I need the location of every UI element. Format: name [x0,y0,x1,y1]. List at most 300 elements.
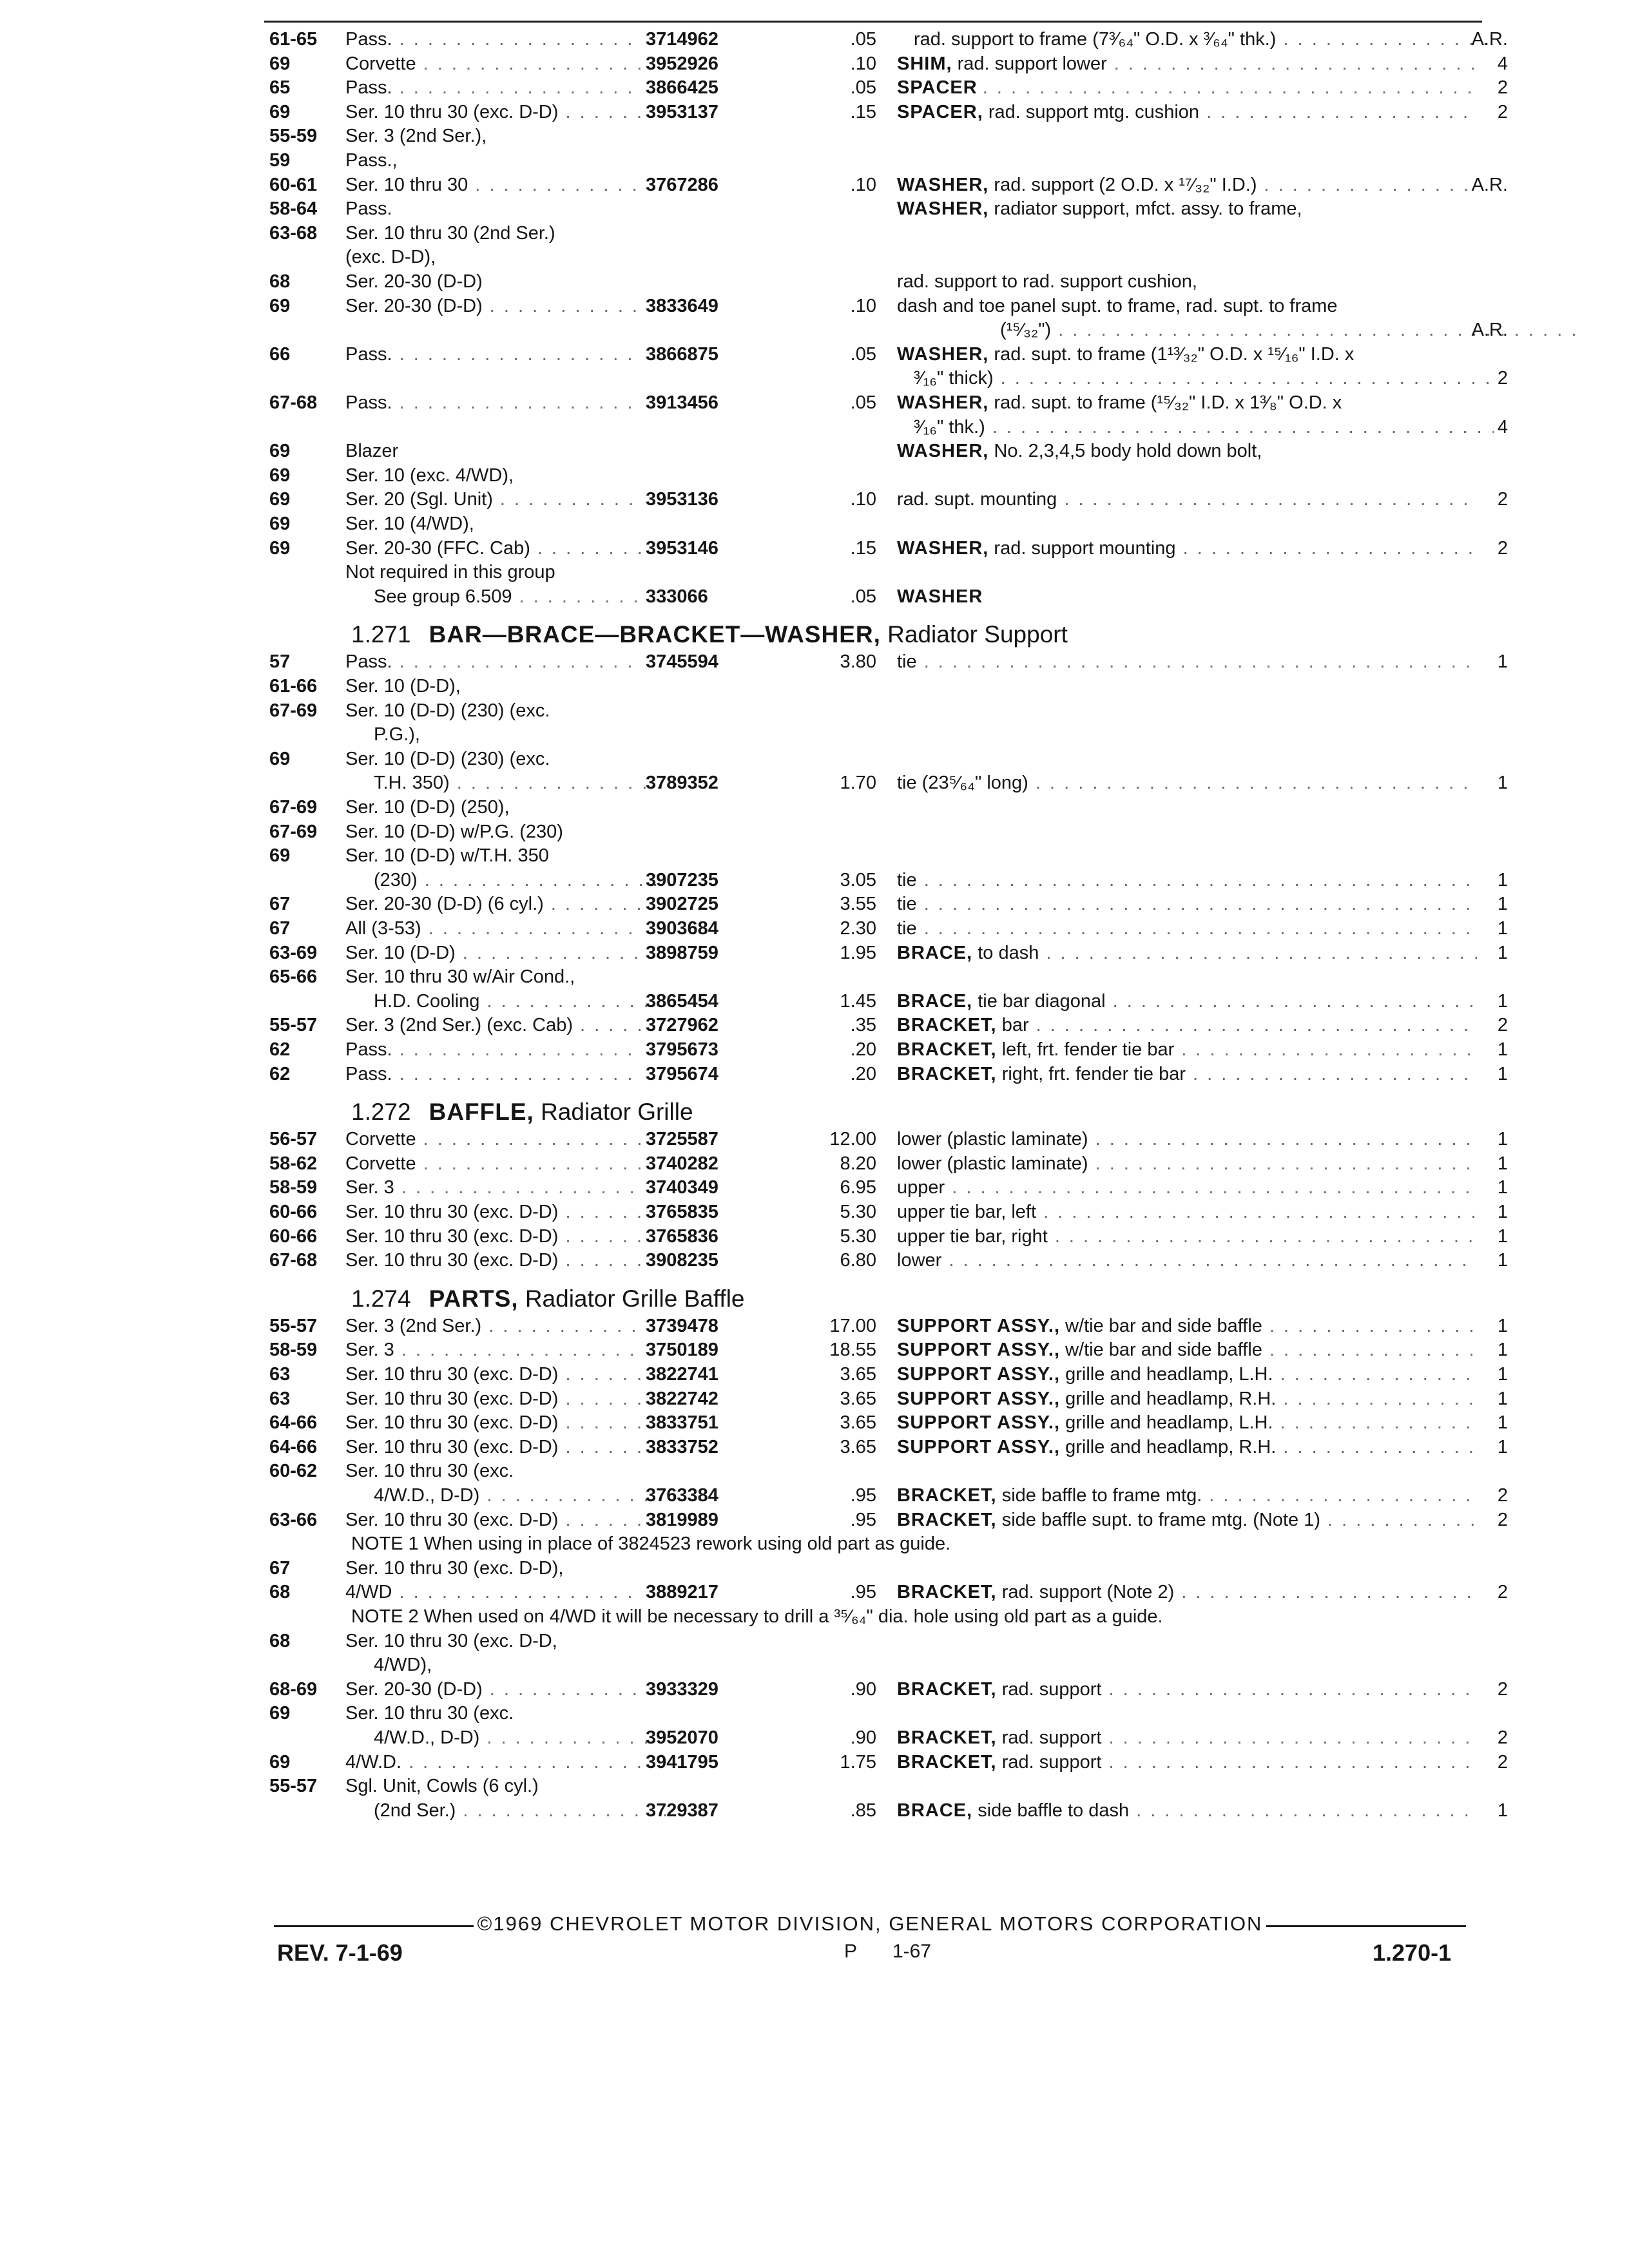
part-row [0,795,1547,820]
price: .05 [850,29,876,50]
application: Ser. 10 (D-D) (230) (exc. [345,700,550,721]
part-number: 3866425 [646,77,718,99]
description-text: rad. support (Note 2) [1001,1582,1175,1603]
part-row [0,1725,1547,1750]
part-number: 3833649 [646,295,718,316]
part-row [0,1062,1547,1086]
application: Sgl. Unit, Cowls (6 cyl.) [345,1776,539,1797]
part-name-keyword: BRACKET, [897,1582,997,1603]
description-text: tie bar diagonal [978,990,1106,1012]
description [897,1175,1477,1200]
model-years: 69 [269,1703,291,1724]
model-years: 69 [269,845,291,867]
part-row [0,439,1547,463]
application: Ser. 10 thru 30 (exc. D-D) . . . [345,1410,642,1435]
part-number: 3767286 [646,174,718,195]
application: Ser. 10 thru 30 (exc. D-D) . . . [345,1387,642,1411]
part-number: 3953136 [646,489,718,510]
quantity: 2 [1497,77,1508,99]
section-heading [351,1284,745,1314]
part-row [0,674,1547,698]
description [897,342,1477,367]
part-name-keyword: BRACKET, [897,1727,997,1748]
description-text: rad. support (2 O.D. x ¹⁷⁄₃₂" I.D.) [994,174,1257,195]
part-name-keyword: BRACKET, [897,1485,997,1506]
model-years: 68 [269,271,291,292]
description [897,1580,1477,1604]
part-number: 333066 [646,586,708,607]
model-years: 69 [269,489,291,510]
description-text: rad. support [1001,1678,1102,1700]
part-name-keyword: WASHER, [897,198,989,220]
application: Ser. 3 . . . [345,1175,642,1200]
description [897,649,1477,674]
description [897,536,1477,561]
application: Ser. 10 thru 30 (2nd Ser.) [345,222,555,244]
quantity: 2 [1497,1509,1508,1530]
part-row [0,1435,1547,1459]
quantity: 1 [1497,869,1508,890]
model-years: 61-66 [269,676,318,697]
quantity: 1 [1497,1340,1508,1361]
part-number: 3833752 [646,1436,718,1457]
model-years: 58-64 [269,198,318,220]
quantity: 1 [1497,1202,1508,1222]
model-years: 60-61 [269,174,318,195]
application: Pass. [345,198,392,220]
description [897,892,1477,916]
description [897,1387,1477,1411]
price: 3.80 [840,651,876,673]
application: P.G.), [374,724,420,745]
description-text: ³⁄₁₆" thk.) [914,416,985,437]
model-years: 58-59 [269,1177,318,1198]
price: .20 [850,1039,876,1060]
application: H.D. Cooling . . . [345,989,670,1014]
part-number: 3898759 [646,942,718,963]
description [897,584,1477,609]
description [897,100,1477,124]
part-name-keyword: SUPPORT ASSY., [897,1315,1061,1336]
price: .85 [850,1800,876,1821]
description [897,1798,1477,1823]
model-years: 61-65 [269,29,318,50]
quantity: 2 [1497,489,1508,510]
model-years: 67-68 [269,392,318,413]
part-name-keyword: BRACKET, [897,1751,997,1773]
price: .15 [850,101,876,122]
section-heading [351,620,1068,649]
part-number: 3765836 [646,1225,718,1247]
quantity: 1 [1497,1063,1508,1084]
model-years: 55-57 [269,1015,318,1036]
price: 3.65 [840,1364,876,1385]
description [897,771,1477,795]
price: .95 [850,1509,876,1530]
application: Ser. 20-30 (D-D) . . . [345,294,642,318]
description-text: lower [897,1250,942,1271]
part-number: 3866875 [646,343,718,365]
model-years: 69 [269,514,291,534]
description [897,1435,1477,1459]
part-number: 3745594 [646,651,718,673]
model-years: 69 [269,53,291,74]
section-title: BAR—BRACE—BRACKET—WASHER, [429,621,881,648]
part-note: NOTE 2 When used on 4/WD it will be necessary to drill a ³⁵⁄₆₄" dia. hole using old part as a guide. [351,1606,1163,1627]
description-text: upper [897,1177,945,1198]
page-number: 1-67 [892,1941,932,1962]
description-text: ³⁄₁₆" thick) [914,368,994,389]
part-name-keyword: BRACKET, [897,1015,997,1036]
part-number: 3953137 [646,101,718,122]
section-heading [351,1097,693,1127]
description [897,1362,1477,1387]
description [897,868,1477,892]
description [897,1037,1477,1062]
part-number: 3865454 [646,990,718,1012]
part-name-keyword: BRACE, [897,990,973,1012]
part-row [0,1387,1547,1411]
model-years: 62 [269,1063,291,1084]
part-number: 3933329 [646,1678,718,1700]
part-row [0,1037,1547,1062]
quantity: 1 [1497,651,1508,673]
application: Ser. 10 thru 30 w/Air Cond., [345,966,575,988]
description-text: lower (plastic laminate) [897,1129,1088,1150]
description-text: tie [897,869,917,890]
part-row [0,75,1547,100]
part-row [0,1629,1547,1653]
application: Ser. 10 thru 30 (exc. D-D) . . . [345,1224,642,1249]
part-number: 3740349 [646,1177,718,1198]
model-years: 69 [269,441,291,462]
part-row [0,1175,1547,1200]
model-years: 59 [269,150,291,171]
application: Ser. 10 thru 30 (exc. D-D) . . . [345,1435,642,1459]
application: Pass. . . . [345,649,642,674]
part-row [0,722,1547,747]
part-number: 3795673 [646,1039,718,1060]
description [897,1677,1477,1702]
price: 5.30 [840,1225,876,1247]
quantity: A.R. [1471,320,1508,341]
model-years: 67-69 [269,821,318,842]
model-years: 69 [269,295,291,316]
part-row [0,318,1547,342]
part-name-keyword: SUPPORT ASSY., [897,1436,1061,1457]
description-text: rad. supt. to frame (1¹³⁄₃₂" O.D. x ¹⁵⁄₁₆" I.D. x [994,343,1354,365]
quantity: 2 [1497,1485,1508,1506]
quantity: 2 [1497,1678,1508,1700]
part-name-keyword: SUPPORT ASSY., [897,1388,1061,1409]
price: 1.95 [840,942,876,963]
description [897,439,1477,463]
description-text: tie [897,918,917,939]
part-row [0,342,1547,367]
price: .90 [850,1678,876,1700]
application: Corvette . . . [345,1151,642,1176]
description-text: rad. support [1001,1751,1102,1773]
model-years: 68-69 [269,1678,318,1700]
part-number: 3908235 [646,1250,718,1271]
price: .05 [850,586,876,607]
part-name-keyword: BRACKET, [897,1509,997,1530]
description [897,1151,1477,1176]
quantity: 1 [1497,1177,1508,1198]
part-row [0,1750,1547,1774]
application: Ser. 10 thru 30 (exc. D-D) . . . [345,1508,642,1532]
quantity: 4 [1497,416,1508,437]
application: Pass. . . . [345,27,642,52]
price: 3.65 [840,1436,876,1457]
description-text: grille and headlamp, L.H. [1065,1364,1273,1385]
description [897,27,1494,52]
description-text: left, frt. fender tie bar [1001,1039,1175,1060]
model-years: 65 [269,77,291,99]
description-text: w/tie bar and side baffle [1065,1315,1262,1336]
part-row [0,989,1547,1014]
application: Ser. 10 thru 30 (exc. D-D, [345,1630,557,1651]
part-row [0,649,1547,674]
description [897,487,1477,512]
description-text: grille and headlamp, L.H. [1065,1412,1273,1434]
description-text: rad. support [1001,1727,1102,1748]
quantity: 1 [1497,1225,1508,1247]
part-number: 3903684 [646,918,718,939]
part-number: 3740282 [646,1153,718,1174]
description-text: upper tie bar, left [897,1202,1037,1222]
price: 6.80 [840,1250,876,1271]
description [897,1200,1477,1224]
price: 3.65 [840,1388,876,1409]
description-text: tie [897,894,917,915]
description [897,1013,1477,1037]
model-years: 69 [269,101,291,122]
section-number: 1.274 [351,1285,411,1312]
description [897,1750,1477,1774]
part-name-keyword: WASHER, [897,174,989,195]
part-row [0,1532,1547,1556]
part-number: 3729387 [646,1800,718,1821]
application: Pass., [345,150,398,171]
description [897,390,1477,415]
description [897,197,1477,221]
part-row [0,487,1547,512]
quantity: 1 [1497,1039,1508,1060]
price: 5.30 [840,1202,876,1222]
part-number: 3953146 [646,537,718,559]
application: Pass. . . . [345,1037,642,1062]
description-text: rad. support to rad. support cushion, [897,271,1197,292]
description-text: rad. support lower [957,53,1107,74]
section-number: 1.271 [351,621,411,648]
price: 17.00 [829,1315,876,1336]
model-years: 60-62 [269,1461,318,1482]
part-name-keyword: SUPPORT ASSY., [897,1412,1061,1434]
application: Ser. 20 (Sgl. Unit) . . . [345,487,642,512]
application: Ser. 10 thru 30 . . . [345,173,642,197]
application: Pass. . . . [345,390,642,415]
application: Ser. 20-30 (D-D) (6 cyl.) . . . [345,892,642,916]
quantity: 1 [1497,1250,1508,1271]
quantity: 1 [1497,1129,1508,1150]
quantity: 2 [1497,1015,1508,1036]
part-row [0,916,1547,941]
application: Pass. . . . [345,1062,642,1086]
application: Corvette . . . [345,52,642,76]
section-subtitle: Radiator Support [887,621,1068,648]
part-row [0,148,1547,173]
part-number: 3952926 [646,53,718,74]
application: Ser. 10 thru 30 (exc. [345,1461,514,1482]
model-years: 67 [269,918,291,939]
top-rule [264,21,1482,23]
price: 18.55 [829,1340,876,1361]
application: Blazer [345,441,399,462]
price: 1.70 [840,773,876,794]
part-row [0,560,1547,584]
application: All (3-53) . . . [345,916,642,941]
description [897,1508,1477,1532]
part-row [0,1483,1547,1508]
application: 4/W.D. . . . [345,1750,642,1774]
model-years: 65-66 [269,966,318,988]
part-row [0,698,1547,723]
description-text: No. 2,3,4,5 body hold down bolt, [994,441,1262,462]
price: .10 [850,174,876,195]
quantity: 2 [1497,101,1508,122]
part-name-keyword: BRACKET, [897,1039,997,1060]
model-years: 60-66 [269,1202,318,1222]
part-number: 3795674 [646,1063,718,1084]
description [897,1248,1477,1273]
description-text: grille and headlamp, R.H. [1065,1436,1277,1457]
model-years: 60-66 [269,1225,318,1247]
description-text: grille and headlamp, R.H. [1065,1388,1277,1409]
application: Ser. 3 (2nd Ser.), [345,126,487,147]
part-note: NOTE 1 When using in place of 3824523 rework using old part as guide. [351,1533,951,1555]
description [897,1725,1477,1750]
section-title: PARTS, [429,1285,519,1312]
part-row [0,1677,1547,1702]
part-name-keyword: SPACER [897,77,978,99]
application: Ser. 3 (2nd Ser.) . . . [345,1314,642,1338]
quantity: 2 [1497,368,1508,389]
part-row [0,1653,1547,1677]
part-row [0,1127,1547,1151]
application: 4/WD), [374,1655,432,1676]
part-number: 3913456 [646,392,718,413]
section-subtitle: Radiator Grille Baffle [525,1285,745,1312]
quantity: 1 [1497,894,1508,915]
part-row [0,965,1547,989]
application: Pass. . . . [345,342,642,367]
part-number: 3789352 [646,773,718,794]
part-row [0,415,1547,439]
part-number: 3902725 [646,894,718,915]
group-number: 1.270-1 [1373,1939,1452,1966]
part-row [0,1798,1547,1823]
model-years: 63-68 [269,222,318,244]
application: Ser. 10 (D-D) w/T.H. 350 [345,845,549,867]
part-row [0,771,1547,795]
description [897,1410,1477,1435]
application: Not required in this group [345,562,555,583]
application: T.H. 350) . . . [345,771,670,795]
part-row [0,843,1547,868]
model-years: 55-57 [269,1315,318,1336]
part-number: 3952070 [646,1727,718,1748]
part-row [0,584,1547,609]
price: 1.45 [840,990,876,1012]
model-years: 55-57 [269,1776,318,1797]
part-row [0,173,1547,197]
copyright-footer [274,1912,1466,1938]
description-text: right, frt. fender tie bar [1001,1063,1186,1084]
application: (230) . . . [345,868,670,892]
part-row [0,294,1547,318]
description-text: w/tie bar and side baffle [1065,1340,1262,1361]
part-row [0,1701,1547,1725]
model-years: 64-66 [269,1412,318,1434]
part-row [0,1580,1547,1604]
description-text: side baffle supt. to frame mtg. (Note 1) [1001,1509,1320,1530]
price: 12.00 [829,1129,876,1150]
part-number: 3714962 [646,29,718,50]
application: See group 6.509 . . . [345,584,670,609]
model-years: 68 [269,1630,291,1651]
model-years: 58-59 [269,1340,318,1361]
description [897,941,1477,965]
model-years: 67-68 [269,1250,318,1271]
part-name-keyword: BRACKET, [897,1678,997,1700]
quantity: 2 [1497,1727,1508,1748]
quantity: A.R. [1471,29,1508,50]
part-row [0,463,1547,488]
application: 4/W.D., D-D) . . . [345,1483,670,1508]
part-number: 3822742 [646,1388,718,1409]
part-number: 3765835 [646,1202,718,1222]
application: Ser. 10 (D-D) . . . [345,941,642,965]
part-name-keyword: SUPPORT ASSY., [897,1340,1061,1361]
part-row [0,1224,1547,1249]
model-years: 55-59 [269,126,318,147]
part-name-keyword: SUPPORT ASSY., [897,1364,1061,1385]
model-years: 67 [269,1557,291,1579]
revision-date: REV. 7-1-69 [277,1939,403,1966]
part-row [0,52,1547,76]
price: .95 [850,1582,876,1603]
quantity: 4 [1497,53,1508,74]
quantity: 1 [1497,918,1508,939]
description [897,415,1494,439]
description-text: upper tie bar, right [897,1225,1048,1247]
part-name-keyword: SPACER, [897,101,983,122]
application: 4/W.D., D-D) . . . [345,1725,670,1750]
quantity: 2 [1497,1751,1508,1773]
quantity: 2 [1497,1582,1508,1603]
part-name-keyword: BRACE, [897,1800,973,1821]
part-name-keyword: BRACE, [897,942,973,963]
model-years: 58-62 [269,1153,318,1174]
part-row [0,512,1547,536]
model-years: 64-66 [269,1436,318,1457]
application: (exc. D-D), [345,247,436,268]
quantity: 1 [1497,1315,1508,1336]
part-row [0,941,1547,965]
description [897,1483,1477,1508]
description [897,1127,1477,1151]
